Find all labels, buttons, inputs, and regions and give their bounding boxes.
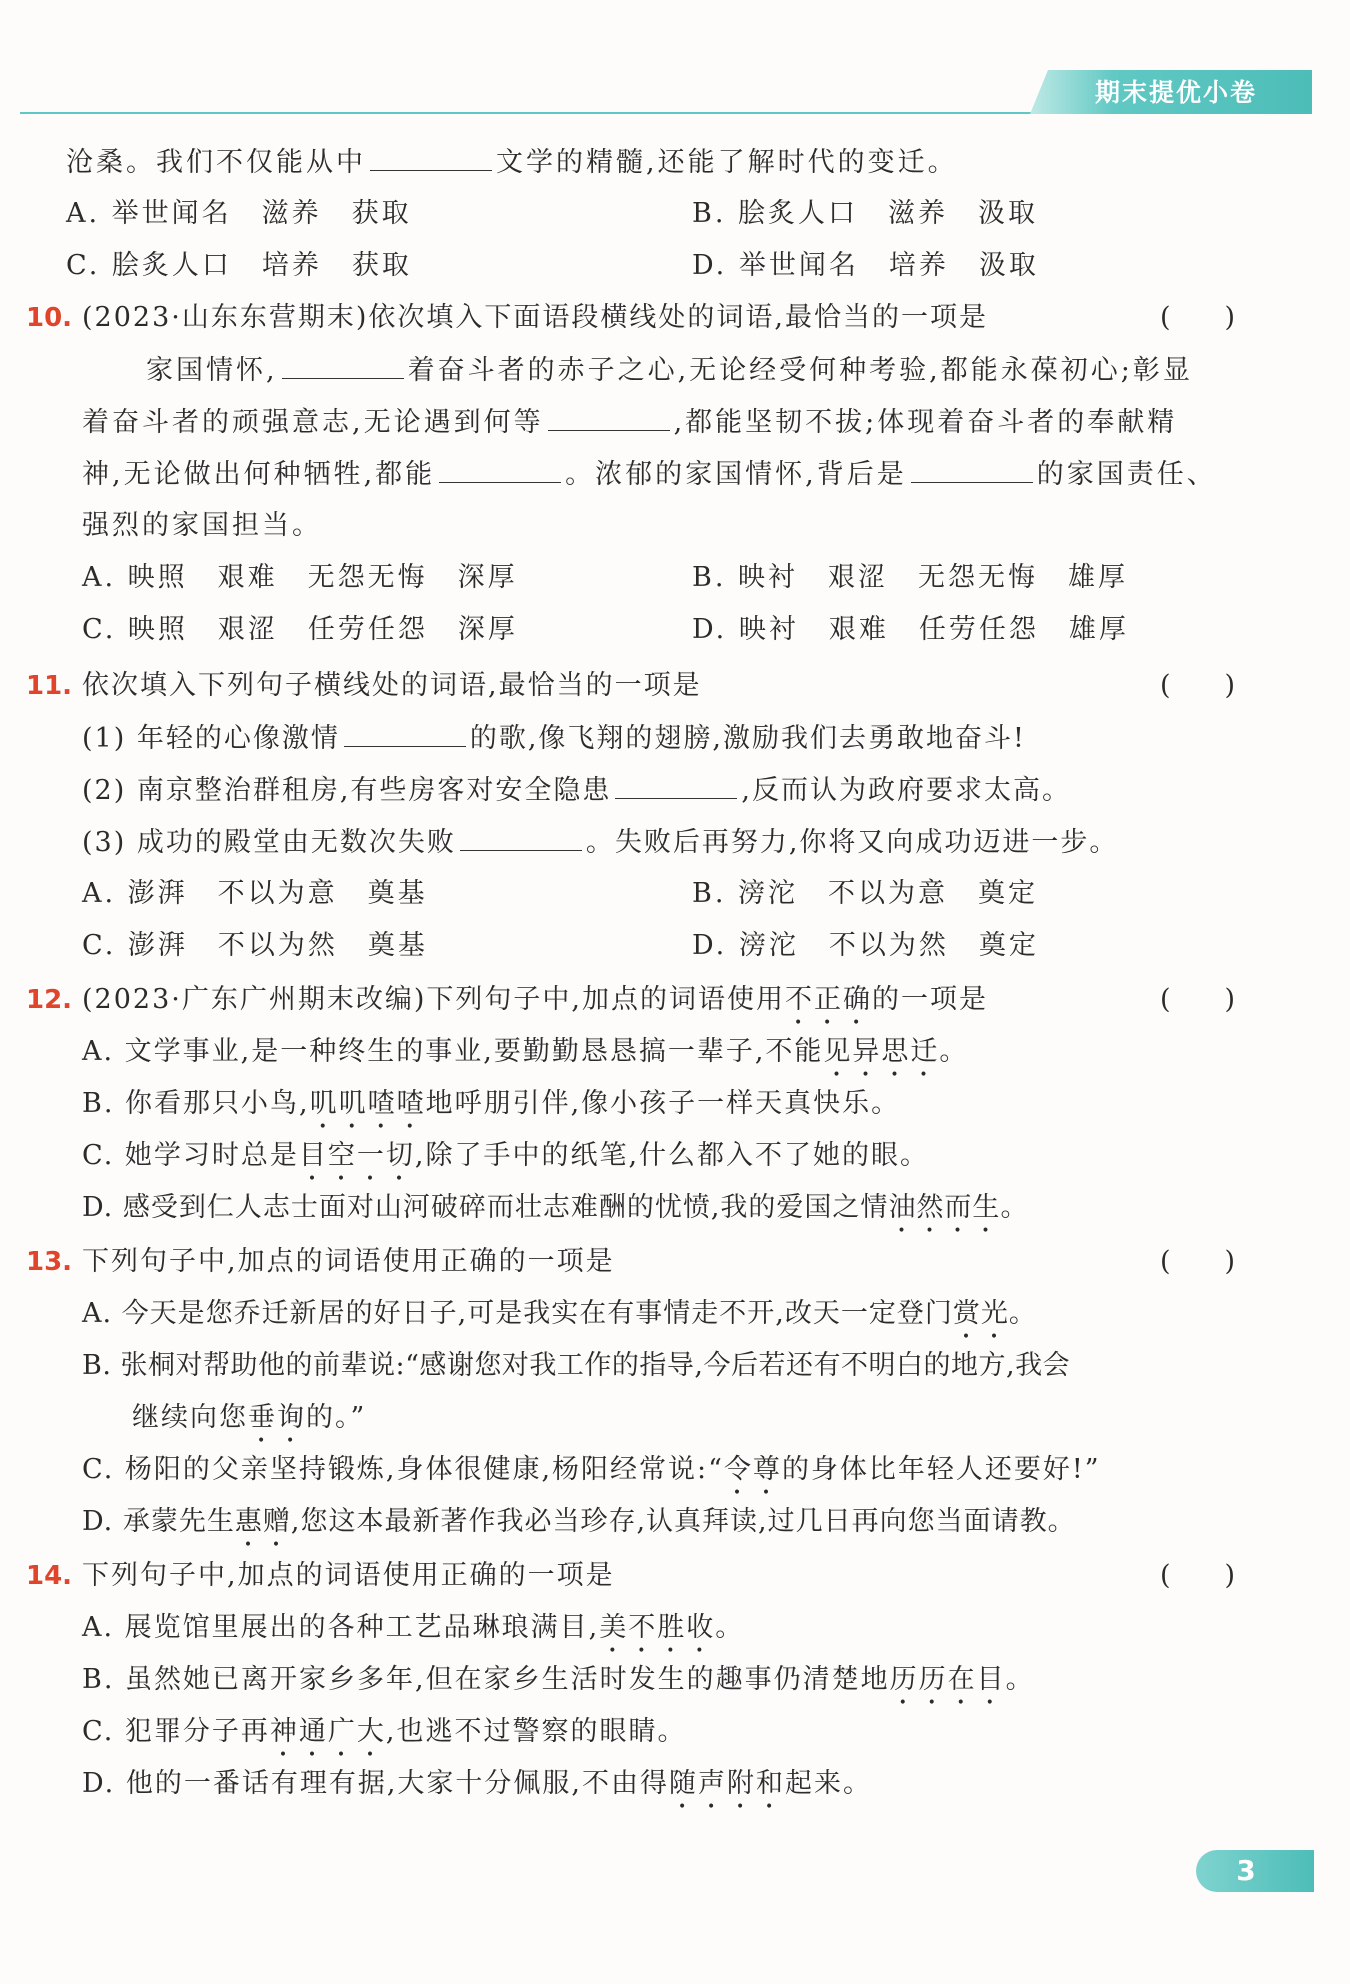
q14-option-d bbox=[82, 1764, 872, 1804]
q11-blank-2 bbox=[615, 770, 737, 799]
q10-p2a: 着奋斗者的顽强意志,无论遇到何等 bbox=[82, 407, 544, 438]
q13-c-end: 的身体比年轻人还要好!” bbox=[781, 1454, 1101, 1485]
q14-d-end: 起来。 bbox=[785, 1768, 873, 1799]
q13-d-text: D. 承蒙先生 bbox=[82, 1506, 235, 1537]
q10-p3c: 的家国责任、 bbox=[1036, 459, 1217, 490]
q13-stem: 下列句子中,加点的词语使用正确的一项是 bbox=[82, 1246, 615, 1277]
q14-a-emphasis: 美不胜收 bbox=[599, 1612, 716, 1643]
q10-option-b: B. 映衬 艰涩 无怨无悔 雄厚 bbox=[692, 562, 1129, 593]
q11-sentence-3 bbox=[82, 822, 1118, 862]
q10-p3b: 。浓郁的家国情怀,背后是 bbox=[565, 459, 907, 490]
q9-option-c: C. 脍炙人口 培养 获取 bbox=[66, 250, 412, 281]
q12-a-emphasis: 见异思迁 bbox=[823, 1036, 940, 1067]
q12-stem-a: (2023·广东广州期末改编)下列句子中,加点的词语使用 bbox=[82, 984, 785, 1015]
q12-a-text: A. 文学事业,是一种终生的事业,要勤勤恳恳搞一辈子,不能 bbox=[82, 1036, 824, 1067]
q11-option-d: D. 滂沱 不以为然 奠定 bbox=[692, 930, 1039, 961]
q12-c-end: ,除了手中的纸笔,什么都入不了她的眼。 bbox=[414, 1140, 930, 1171]
header-title: 期末提优小卷 bbox=[1095, 78, 1258, 107]
q10-option-a: A. 映照 艰难 无怨无悔 深厚 bbox=[82, 562, 518, 593]
q9-text-pre: 沧桑。我们不仅能从中 bbox=[66, 147, 366, 178]
q13-c-emphasis: 令尊 bbox=[723, 1454, 782, 1485]
q11-blank-1 bbox=[344, 718, 466, 747]
q14-b-emphasis: 历历在目 bbox=[889, 1664, 1006, 1695]
q10-answer-paren[interactable]: ( ) bbox=[1160, 302, 1236, 333]
q13-a-text: A. 今天是您乔迁新居的好日子,可是我实在有事情走不开,改天一定登门 bbox=[82, 1298, 953, 1329]
q13-d-end: ,您这本最新著作我必当珍存,认真拜读,过几日再向您当面请教。 bbox=[290, 1506, 1076, 1537]
q12-stem bbox=[82, 980, 988, 1020]
q9-option-a: A. 举世闻名 滋养 获取 bbox=[66, 198, 412, 229]
q10-blank-4 bbox=[911, 454, 1033, 483]
q9-blank bbox=[370, 142, 492, 171]
q11-number: 11. bbox=[26, 671, 73, 701]
q9-option-b: B. 脍炙人口 滋养 汲取 bbox=[692, 198, 1039, 229]
q12-stem-b: 的一项是 bbox=[871, 984, 988, 1015]
q10-p1b: 着奋斗者的赤子之心,无论经受何种考验,都能永葆初心;彰显 bbox=[407, 355, 1193, 386]
q11-s1b: 的歌,像飞翔的翅膀,激励我们去勇敢地奋斗! bbox=[469, 723, 1026, 754]
q14-a-text: A. 展览馆里展出的各种工艺品琳琅满目, bbox=[82, 1612, 600, 1643]
q10-option-d: D. 映衬 艰难 任劳任怨 雄厚 bbox=[692, 614, 1129, 645]
q10-passage-line-1 bbox=[146, 350, 1193, 390]
q12-option-d bbox=[82, 1188, 1028, 1228]
q13-b-emphasis: 垂询 bbox=[248, 1402, 306, 1433]
q12-a-end: 。 bbox=[939, 1036, 969, 1067]
q10-p2b: ,都能坚韧不拔;体现着奋斗者的奉献精 bbox=[673, 407, 1178, 438]
q14-option-c bbox=[82, 1712, 686, 1752]
q10-passage-line-2 bbox=[82, 402, 1177, 442]
q9-tail-line bbox=[66, 142, 958, 182]
q12-answer-paren[interactable]: ( ) bbox=[1160, 984, 1236, 1015]
q11-s1a: (1) 年轻的心像激情 bbox=[82, 723, 340, 754]
q12-c-emphasis: 目空一切 bbox=[298, 1140, 415, 1171]
q12-option-a bbox=[82, 1032, 968, 1072]
q13-option-b-line-1: B. 张桐对帮助他的前辈说:“感谢您对我工作的指导,今后若还有不明白的地方,我会 bbox=[82, 1350, 1071, 1381]
q12-number: 12. bbox=[26, 985, 73, 1015]
q12-b-text: B. 你看那只小鸟, bbox=[82, 1088, 310, 1119]
q13-b2-text: 继续向您 bbox=[132, 1402, 248, 1433]
q12-d-end: 。 bbox=[1000, 1192, 1029, 1223]
q12-stem-emphasis: 不正确 bbox=[784, 984, 872, 1015]
q13-c-text: C. 杨阳的父亲坚持锻炼,身体很健康,杨阳经常说:“ bbox=[82, 1454, 724, 1485]
q10-p1a: 家国情怀, bbox=[146, 355, 278, 386]
q13-a-end: 。 bbox=[1008, 1298, 1037, 1329]
q14-b-end: 。 bbox=[1005, 1664, 1035, 1695]
q11-option-c: C. 澎湃 不以为然 奠基 bbox=[82, 930, 428, 961]
q12-option-c bbox=[82, 1136, 929, 1176]
q11-sentence-2 bbox=[82, 770, 1071, 810]
q13-b2-end: 的。” bbox=[306, 1402, 367, 1433]
q10-passage-line-3 bbox=[82, 454, 1217, 494]
q12-b-end: 地呼朋引伴,像小孩子一样天真快乐。 bbox=[425, 1088, 901, 1119]
q12-option-b bbox=[82, 1084, 900, 1124]
q10-number: 10. bbox=[26, 303, 73, 333]
q11-stem: 依次填入下列句子横线处的词语,最恰当的一项是 bbox=[82, 670, 702, 701]
q9-text-post: 文学的精髓,还能了解时代的变迁。 bbox=[496, 147, 958, 178]
q10-blank-3 bbox=[439, 454, 561, 483]
q10-blank-1 bbox=[282, 350, 404, 379]
q11-s3a: (3) 成功的殿堂由无数次失败 bbox=[82, 827, 456, 858]
q13-option-c bbox=[82, 1450, 1101, 1490]
q14-number: 14. bbox=[26, 1561, 73, 1591]
q14-d-text: D. 他的一番话有理有据,大家十分佩服,不由得 bbox=[82, 1768, 670, 1799]
q10-blank-2 bbox=[548, 402, 670, 431]
q11-sentence-1 bbox=[82, 718, 1026, 758]
q13-option-a bbox=[82, 1294, 1037, 1334]
q12-d-text: D. 感受到仁人志士面对山河破碎而壮志难酬的忧愤,我的爱国之情 bbox=[82, 1192, 889, 1223]
q14-stem: 下列句子中,加点的词语使用正确的一项是 bbox=[82, 1560, 615, 1591]
q10-stem: (2023·山东东营期末)依次填入下面语段横线处的词语,最恰当的一项是 bbox=[82, 302, 988, 333]
q9-option-d: D. 举世闻名 培养 汲取 bbox=[692, 250, 1039, 281]
q14-c-text: C. 犯罪分子再 bbox=[82, 1716, 270, 1747]
q14-c-end: ,也逃不过警察的眼睛。 bbox=[385, 1716, 687, 1747]
q12-d-emphasis: 油然而生 bbox=[888, 1192, 1001, 1223]
q13-answer-paren[interactable]: ( ) bbox=[1160, 1246, 1236, 1277]
q12-b-emphasis: 叽叽喳喳 bbox=[309, 1088, 426, 1119]
q14-answer-paren[interactable]: ( ) bbox=[1160, 1560, 1236, 1591]
page-number: 3 bbox=[1236, 1854, 1256, 1887]
q11-option-a: A. 澎湃 不以为意 奠基 bbox=[82, 878, 428, 909]
q11-blank-3 bbox=[460, 822, 582, 851]
q13-option-d bbox=[82, 1502, 1076, 1542]
q10-p3a: 神,无论做出何种牺牲,都能 bbox=[82, 459, 436, 490]
q12-c-text: C. 她学习时总是 bbox=[82, 1140, 299, 1171]
q10-option-c: C. 映照 艰涩 任劳任怨 深厚 bbox=[82, 614, 518, 645]
q10-passage-line-4: 强烈的家国担当。 bbox=[82, 510, 322, 541]
q11-s3b: 。失败后再努力,你将又向成功迈进一步。 bbox=[585, 827, 1119, 858]
q13-a-emphasis: 赏光 bbox=[952, 1298, 1009, 1329]
q13-number: 13. bbox=[26, 1247, 73, 1277]
q11-s2b: ,反而认为政府要求太高。 bbox=[741, 775, 1072, 806]
q11-answer-paren[interactable]: ( ) bbox=[1160, 670, 1236, 701]
q14-d-emphasis: 随声附和 bbox=[669, 1768, 786, 1799]
q14-option-b bbox=[82, 1660, 1035, 1700]
q14-b-text: B. 虽然她已离开家乡多年,但在家乡生活时发生的趣事仍清楚地 bbox=[82, 1664, 890, 1695]
q14-c-emphasis: 神通广大 bbox=[269, 1716, 386, 1747]
q14-a-end: 。 bbox=[715, 1612, 745, 1643]
q14-option-a bbox=[82, 1608, 744, 1648]
q11-s2a: (2) 南京整治群租房,有些房客对安全隐患 bbox=[82, 775, 612, 806]
q11-option-b: B. 滂沱 不以为意 奠定 bbox=[692, 878, 1039, 909]
q13-d-emphasis: 惠赠 bbox=[234, 1506, 291, 1537]
q13-option-b-line-2 bbox=[132, 1398, 366, 1438]
